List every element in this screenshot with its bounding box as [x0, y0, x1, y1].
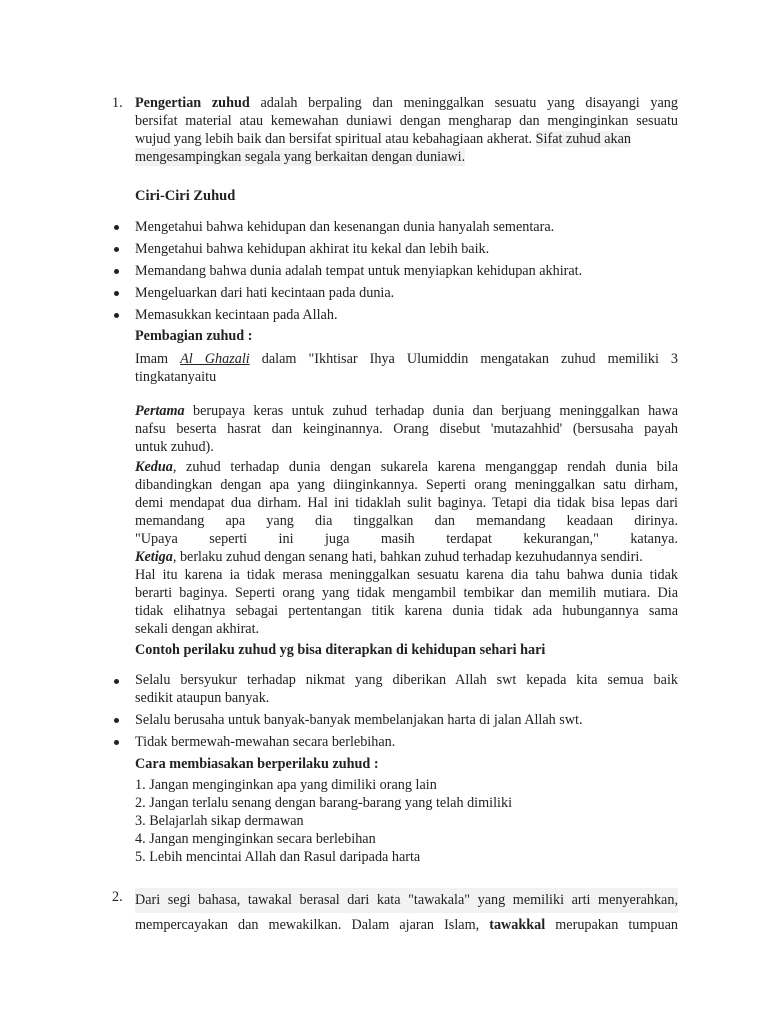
bullet-icon	[114, 718, 119, 723]
al-ghazali-link[interactable]: Al Ghazali	[180, 351, 250, 367]
ciri-item: Mengetahui bahwa kehidupan dan kesenangan dunia hanyalah sementara.	[135, 219, 555, 235]
cara-item: 4. Jangan menginginkan secara berlebihan	[135, 831, 376, 847]
bullet-icon	[114, 740, 119, 745]
ketiga-line-3: berarti baginya. Seperti orang yang tidak mengambil tembikar dan memilih mutiara. Dia	[135, 585, 678, 601]
pertama-paragraph	[135, 402, 678, 456]
pertama-line-2: nafsu beserta hasrat dan keinginannya. Orang disebut 'mutazahhid' (bersusaha payah	[135, 421, 678, 437]
pertama-line-3: untuk zuhud).	[135, 439, 214, 455]
cara-membiasakan-heading: Cara membiasakan berperilaku zuhud :	[135, 756, 379, 772]
bullet-icon	[114, 225, 119, 230]
ciri-item: Mengetahui bahwa kehidupan akhirat itu kekal dan lebih baik.	[135, 241, 490, 257]
bullet-icon	[114, 291, 119, 296]
list-number-1: 1.	[112, 95, 123, 111]
tawakal-line-2b: merupakan tumpuan	[555, 917, 678, 933]
contoh-item: Tidak bermewah-mewahan secara berlebihan.	[135, 734, 396, 750]
definition-line-3: wujud yang lebih baik dan bersifat spiritual atau kebahagiaan akherat.	[135, 131, 533, 147]
ketiga-paragraph	[135, 548, 678, 638]
imam-rest: dalam "Ikhtisar Ihya Ulumiddin mengatakan zuhud memiliki 3	[261, 351, 679, 367]
pertama-line-1: berupaya keras untuk zuhud terhadap dunia dan berjuang meninggalkan hawa	[193, 403, 679, 419]
definition-line-1: adalah berpaling dan meninggalkan sesuatu yang disayangi yang	[260, 95, 678, 111]
pengertian-zuhud-term: Pengertian zuhud	[135, 95, 250, 111]
contoh-item: Selalu berusaha untuk banyak-banyak membelanjakan harta di jalan Allah swt.	[135, 712, 583, 728]
ciri-item: Memasukkan kecintaan pada Allah.	[135, 307, 338, 323]
kedua-line-1: , zuhud terhadap dunia dengan sukarela karena menganggap rendah dunia bila	[172, 459, 678, 475]
kedua-label: Kedua	[135, 459, 173, 475]
ketiga-line-2: Hal itu karena ia tidak merasa meninggalkan sesuatu karena dia tahu bahwa dunia tidak	[135, 567, 678, 583]
tawakal-line-2a: mempercayakan dan mewakilkan. Dalam ajaran Islam,	[135, 917, 480, 933]
kedua-paragraph	[135, 458, 678, 548]
pertama-label: Pertama	[135, 403, 185, 419]
list-number-2: 2.	[112, 889, 123, 905]
cara-item: 3. Belajarlah sikap dermawan	[135, 813, 304, 829]
ciri-item: Mengeluarkan dari hati kecintaan pada dunia.	[135, 285, 395, 301]
kedua-line-3: demi mendapat dua dirham. Hal ini tidaklah sulit baginya. Tetapi dia tidak bisa lepas dari	[135, 495, 678, 511]
bullet-icon	[114, 269, 119, 274]
ketiga-label: Ketiga	[135, 549, 173, 565]
cara-item: 1. Jangan menginginkan apa yang dimiliki orang lain	[135, 777, 437, 793]
definition-line-4: mengesampingkan segala yang berkaitan dengan duniawi.	[135, 149, 466, 165]
tawakkal-term: tawakkal	[489, 917, 546, 933]
imam-prefix: Imam	[135, 351, 169, 367]
bullet-icon	[114, 313, 119, 318]
kedua-line-2: dibandingkan dengan apa yang diinginkannya. Seperti orang meninggalkan satu dirham,	[135, 477, 678, 493]
pembagian-zuhud-heading: Pembagian zuhud :	[135, 328, 253, 344]
contoh-item	[135, 671, 678, 707]
cara-membiasakan-list	[135, 776, 678, 866]
ciri-item: Memandang bahwa dunia adalah tempat untuk menyiapkan kehidupan akhirat.	[135, 263, 583, 279]
ketiga-line-5: sekali dengan akhirat.	[135, 621, 260, 637]
kedua-line-5: "Upaya seperti ini juga masih terdapat kekurangan," katanya.	[135, 531, 678, 547]
definition-tail: Sifat zuhud akan	[535, 131, 631, 147]
definition-line-2: bersifat material atau kemewahan duniawi dengan mengharap dan menginginkan sesuatu	[135, 113, 678, 129]
ciri-zuhud-heading: Ciri-Ciri Zuhud	[135, 188, 236, 204]
contoh-item-line-2: sedikit ataupun banyak.	[135, 690, 270, 706]
contoh-item-line-1: Selalu bersyukur terhadap nikmat yang diberikan Allah swt kepada kita semua baik	[135, 672, 678, 688]
bullet-icon	[114, 247, 119, 252]
kedua-line-4: memandang apa yang dia tinggalkan dan memandang keadaan dirinya.	[135, 513, 678, 529]
contoh-perilaku-heading: Contoh perilaku zuhud yg bisa diterapkan di kehidupan sehari hari	[135, 642, 546, 658]
ketiga-line-1: , berlaku zuhud dengan senang hati, bahkan zuhud terhadap kezuhudannya sendiri.	[172, 549, 643, 565]
imam-ghazali-paragraph	[135, 350, 678, 386]
imam-line-2: tingkatanyaitu	[135, 369, 217, 385]
zuhud-definition-paragraph	[135, 94, 678, 166]
cara-item: 2. Jangan terlalu senang dengan barang-barang yang telah dimiliki	[135, 795, 513, 811]
tawakal-paragraph	[135, 888, 678, 938]
bullet-icon	[114, 679, 119, 684]
tawakal-line-1: Dari segi bahasa, tawakal berasal dari kata "tawakala" yang memiliki arti menyerahkan,	[135, 888, 678, 913]
cara-item: 5. Lebih mencintai Allah dan Rasul daripada harta	[135, 849, 421, 865]
ketiga-line-4: tidak elihatnya sebagai pertentangan titik karena dunia tidak ada hubungannya sama	[135, 603, 678, 619]
